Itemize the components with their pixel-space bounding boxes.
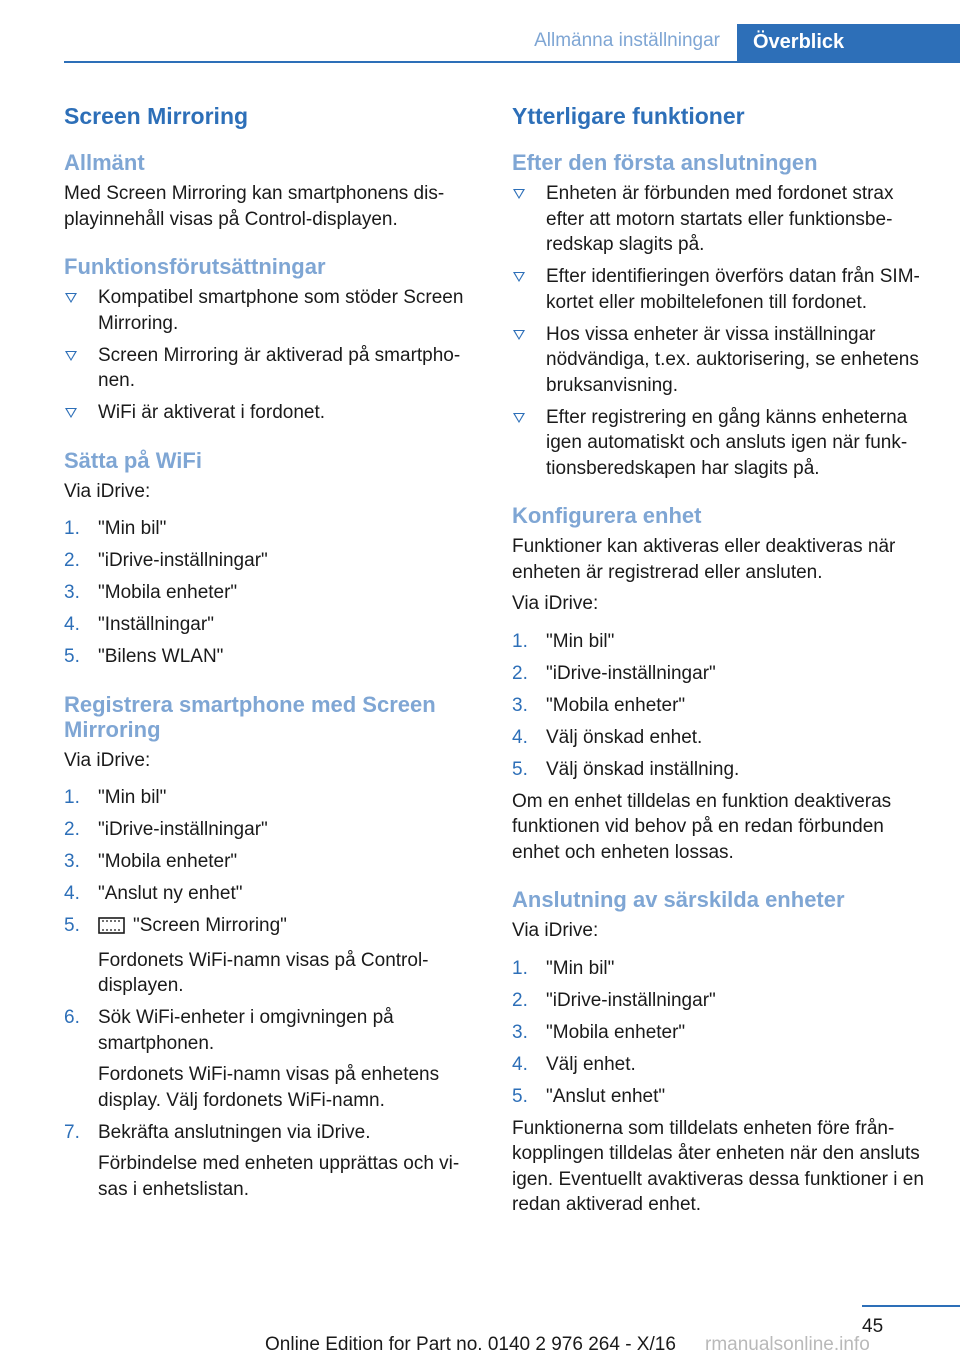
heading-register-smartphone: Registrera smartphone med Screen Mirroring bbox=[64, 691, 436, 742]
list-item: 4. "Inställningar" bbox=[64, 614, 214, 635]
register-via: Via iDrive: bbox=[64, 749, 151, 771]
list-item: 2. "iDrive-inställningar" bbox=[64, 550, 268, 571]
triangle-bullet-icon bbox=[65, 293, 77, 303]
screen-mirroring-icon bbox=[98, 916, 125, 942]
list-item: Screen Mirroring är aktiverad på smartphonen. bbox=[64, 343, 479, 394]
requirements-list bbox=[64, 285, 479, 426]
page-header bbox=[0, 0, 960, 64]
header-tab-overview: Överblick bbox=[737, 24, 960, 62]
heading-after-first-connection: Efter den första anslutningen bbox=[512, 150, 818, 175]
heading-configure-device: Konfigurera enhet bbox=[512, 503, 702, 528]
wifi-steps bbox=[64, 516, 479, 670]
left-column bbox=[64, 102, 479, 1209]
watermark-text: rmanualsonline.info bbox=[705, 1334, 870, 1355]
wifi-via: Via iDrive: bbox=[64, 480, 151, 502]
configure-text: Funktioner kan aktiveras eller deaktiveras när enheten är registrerad eller ansluten. bbox=[512, 536, 896, 583]
list-item: 3. "Mobila enheter" bbox=[64, 582, 238, 603]
list-item: Enheten är förbunden med fordonet strax efter att motorn startats eller funktionsberedskap slagits på. bbox=[512, 181, 932, 258]
list-item: 3. "Mobila enheter" bbox=[512, 694, 686, 716]
header-rule bbox=[64, 61, 960, 63]
list-item: 7. Bekräfta anslutningen via iDrive. Förbindelse med enheten upprättas och visas i enhetslistan. bbox=[64, 1121, 460, 1200]
section-title-screen-mirroring: Screen Mirroring bbox=[64, 103, 249, 129]
triangle-bullet-icon bbox=[513, 189, 525, 199]
configure-via: Via iDrive: bbox=[512, 593, 599, 614]
general-text: Med Screen Mirroring kan smartphonens displayinnehåll visas på Control-displayen. bbox=[64, 183, 445, 230]
triangle-bullet-icon bbox=[513, 330, 525, 340]
list-item: 5. Välj önskad inställning. bbox=[512, 758, 740, 780]
right-column bbox=[512, 102, 932, 1218]
after-connection-list bbox=[512, 181, 932, 481]
register-steps bbox=[64, 785, 479, 1202]
special-steps bbox=[512, 956, 932, 1110]
special-note: Funktionerna som tilldelats enheten före frånkopplingen tilldelas åter enheten när den ansluts igen. Eventuellt avaktiveras dessa funktioner i en redan aktiverad enhet. bbox=[512, 1117, 924, 1215]
section-title-additional-functions: Ytterligare funktioner bbox=[512, 103, 745, 129]
list-item: 2. "iDrive-inställningar" bbox=[512, 989, 716, 1011]
triangle-bullet-icon bbox=[513, 272, 525, 282]
triangle-bullet-icon bbox=[513, 413, 525, 423]
triangle-bullet-icon bbox=[65, 351, 77, 361]
list-item: 1. "Min bil" bbox=[64, 787, 167, 808]
list-item: Hos vissa enheter är vissa inställningar nödvändiga, t.ex. auktorisering, se enhetens bruksanvisning. bbox=[512, 322, 932, 399]
list-item: Kompatibel smartphone som stöder Screen Mirroring. bbox=[64, 285, 479, 336]
header-section-title: Allmänna inställningar bbox=[534, 30, 720, 51]
heading-special-devices: Anslutning av särskilda enheter bbox=[512, 887, 845, 912]
list-item: 4. "Anslut ny enhet" bbox=[64, 883, 243, 904]
list-item: 3. "Mobila enheter" bbox=[512, 1021, 686, 1043]
list-item: WiFi är aktiverat i fordonet. bbox=[64, 400, 479, 426]
list-item: Efter registrering en gång känns enheterna igen automatiskt och ansluts igen när funktionsberedskapen har slagits på. bbox=[512, 405, 932, 482]
heading-wifi: Sätta på WiFi bbox=[64, 447, 202, 473]
list-item: 4. Välj önskad enhet. bbox=[512, 726, 703, 748]
list-item: 5. "Bilens WLAN" bbox=[64, 646, 224, 667]
special-via: Via iDrive: bbox=[512, 920, 599, 941]
page-number: 45 bbox=[862, 1316, 884, 1337]
configure-note: Om en enhet tilldelas en funktion deaktiveras funktionen vid behov på en redan förbunden enhet och enheten lossas. bbox=[512, 790, 892, 863]
list-item: 5. "Anslut enhet" bbox=[512, 1085, 666, 1107]
list-item: 3. "Mobila enheter" bbox=[64, 851, 238, 872]
list-item: Efter identifieringen överförs datan från SIM-kortet eller mobiltelefonen till fordonet. bbox=[512, 264, 932, 315]
list-item: 2. "iDrive-inställningar" bbox=[512, 662, 716, 684]
list-item: 1. "Min bil" bbox=[64, 518, 167, 539]
list-item: 1. "Min bil" bbox=[512, 630, 615, 652]
heading-requirements: Funktionsförutsättningar bbox=[64, 254, 326, 279]
list-item: 1. "Min bil" bbox=[512, 957, 615, 979]
list-item: 4. Välj enhet. bbox=[512, 1053, 636, 1075]
list-item: 5. "Screen Mirroring" Fordonets WiFi-namn visas på Controldisplayen. bbox=[64, 915, 429, 996]
heading-general: Allmänt bbox=[64, 150, 145, 175]
triangle-bullet-icon bbox=[65, 408, 77, 418]
list-item: 6. Sök WiFi-enheter i omgivningen på smartphonen. Fordonets WiFi-namn visas på enhetens display. Välj fordonets WiFi-namn. bbox=[64, 1007, 440, 1111]
footer-rule bbox=[862, 1305, 960, 1307]
footer-edition: Online Edition for Part no. 0140 2 976 264 - X/16 bbox=[265, 1334, 676, 1355]
configure-steps bbox=[512, 629, 932, 783]
list-item: 2. "iDrive-inställningar" bbox=[64, 819, 268, 840]
